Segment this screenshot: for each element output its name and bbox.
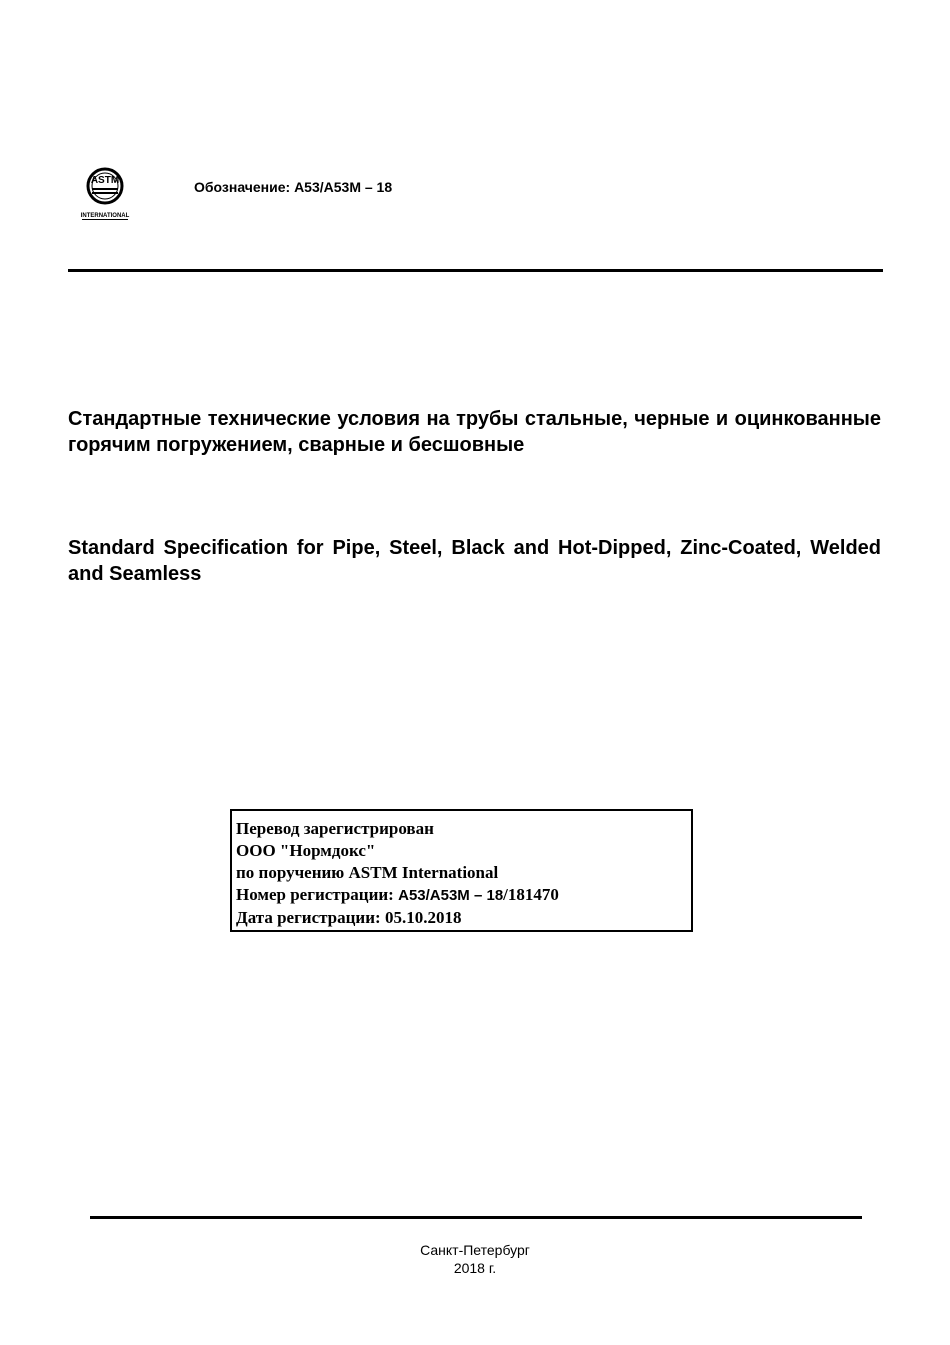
logo-text: ASTM [90, 175, 120, 186]
astm-logo [80, 166, 130, 222]
astm-logo-icon [80, 166, 130, 222]
footer-divider [90, 1216, 862, 1219]
logo-subtext: INTERNATIONAL [80, 213, 130, 219]
registration-number-value: /181470 [503, 885, 559, 904]
registration-box [230, 809, 693, 932]
registration-date-value: 05.10.2018 [384, 908, 462, 927]
registration-number-label: Номер регистрации: [236, 885, 399, 904]
footer-city: Санкт-Петербург [420, 1242, 530, 1258]
registration-lines [236, 818, 559, 929]
header-divider [68, 269, 883, 272]
registration-number [236, 884, 559, 907]
footer-year: 2018 г. [453, 1260, 497, 1276]
registration-line-commission: по поручению ASTM International [236, 863, 499, 882]
title-english: Standard Specification for Pipe, Steel, Black and Hot-Dipped, Zinc-Coated, Welded and Seamless [68, 537, 881, 585]
registration-date-label: Дата регистрации: [236, 908, 385, 927]
registration-line-company: ООО "Нормдокс" [236, 841, 376, 860]
document-designation: Обозначение: A53/A53M – 18 [194, 179, 393, 195]
registration-line-translated: Перевод зарегистрирован [236, 819, 434, 838]
registration-number-doc: A53/A53M – 18 [398, 887, 504, 904]
registration-date [236, 907, 559, 929]
title-russian: Стандартные технические условия на трубы стальные, черные и оцинкованные горячим погружением, сварные и бесшовные [68, 408, 881, 456]
